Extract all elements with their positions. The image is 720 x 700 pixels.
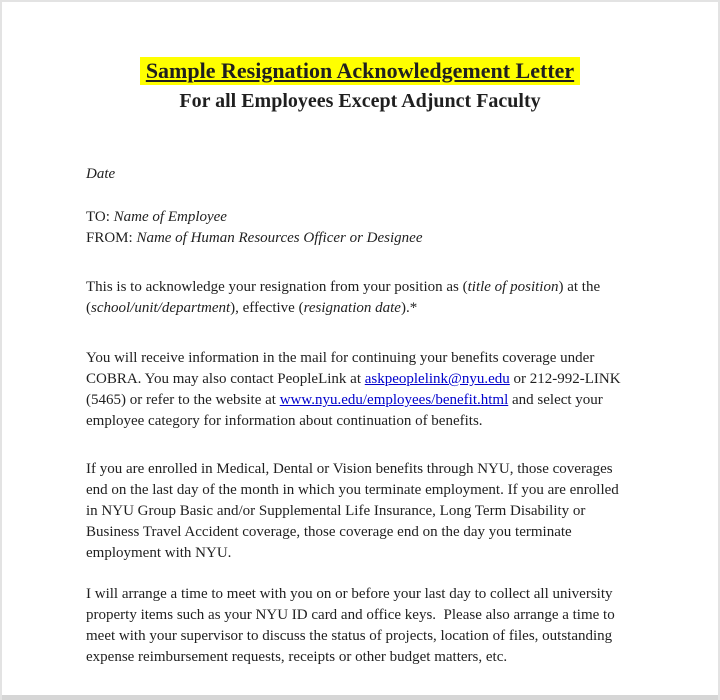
paragraph-line: in NYU Group Basic and/or Supplemental Life Insurance, Long Term Disability or <box>86 503 586 519</box>
paragraph-line: meet with your supervisor to discuss the status of projects, location of files, outstanding <box>86 628 613 644</box>
paragraph-line: end on the last day of the month in which you terminate employment. If you are enrolled <box>86 482 619 498</box>
paragraph-line: If you are enrolled in Medical, Dental or Vision benefits through NYU, those coverages <box>86 461 613 477</box>
paragraph-line: (5465) or refer to the website at www.nyu.edu/employees/benefit.html and select your <box>86 392 603 408</box>
document-subtitle: For all Employees Except Adjunct Faculty <box>179 90 541 112</box>
from-value: Name of Human Resources Officer or Designee <box>136 230 423 246</box>
paragraph-line: You will receive information in the mail for continuing your benefits coverage under <box>86 350 595 366</box>
to-label: TO: <box>86 209 114 225</box>
to-value: Name of Employee <box>113 209 227 225</box>
date-placeholder: Date <box>86 166 116 182</box>
benefits-url-link[interactable]: www.nyu.edu/employees/benefit.html <box>279 392 509 408</box>
paragraph-line: (school/unit/department), effective (resignation date).* <box>86 300 418 316</box>
paragraph-line: expense reimbursement requests, receipts or other budget matters, etc. <box>86 649 508 665</box>
paragraph-line: Business Travel Accident coverage, those coverage end on the day you terminate <box>86 524 572 540</box>
paragraph-line: This is to acknowledge your resignation from your position as (title of position) at the <box>86 279 601 295</box>
paragraph-line: employee category for information about continuation of benefits. <box>86 413 483 429</box>
email-link[interactable]: askpeoplelink@nyu.edu <box>364 371 510 387</box>
to-line <box>86 207 718 228</box>
page-bottom-edge <box>2 695 718 700</box>
document-header <box>2 2 718 114</box>
paragraph-insurance-termination <box>86 459 718 564</box>
from-line <box>86 228 718 249</box>
paragraph-line: COBRA. You may also contact PeopleLink at askpeoplelink@nyu.edu or 212-992-LINK <box>86 371 621 387</box>
paragraph-line: I will arrange a time to meet with you on or before your last day to collect all university <box>86 586 613 602</box>
paragraph-line: property items such as your NYU ID card and office keys. Please also arrange a time to <box>86 607 615 623</box>
paragraph-benefits-cobra <box>86 348 718 432</box>
paragraph-property-return <box>86 584 718 668</box>
paragraph-acknowledgement <box>86 277 718 319</box>
from-label: FROM: <box>86 230 137 246</box>
paragraph-line: employment with NYU. <box>86 545 232 561</box>
letter-body <box>86 164 718 668</box>
title-highlight: Sample Resignation Acknowledgement Letter <box>140 57 580 85</box>
address-block <box>86 207 718 249</box>
document-title <box>2 56 718 86</box>
